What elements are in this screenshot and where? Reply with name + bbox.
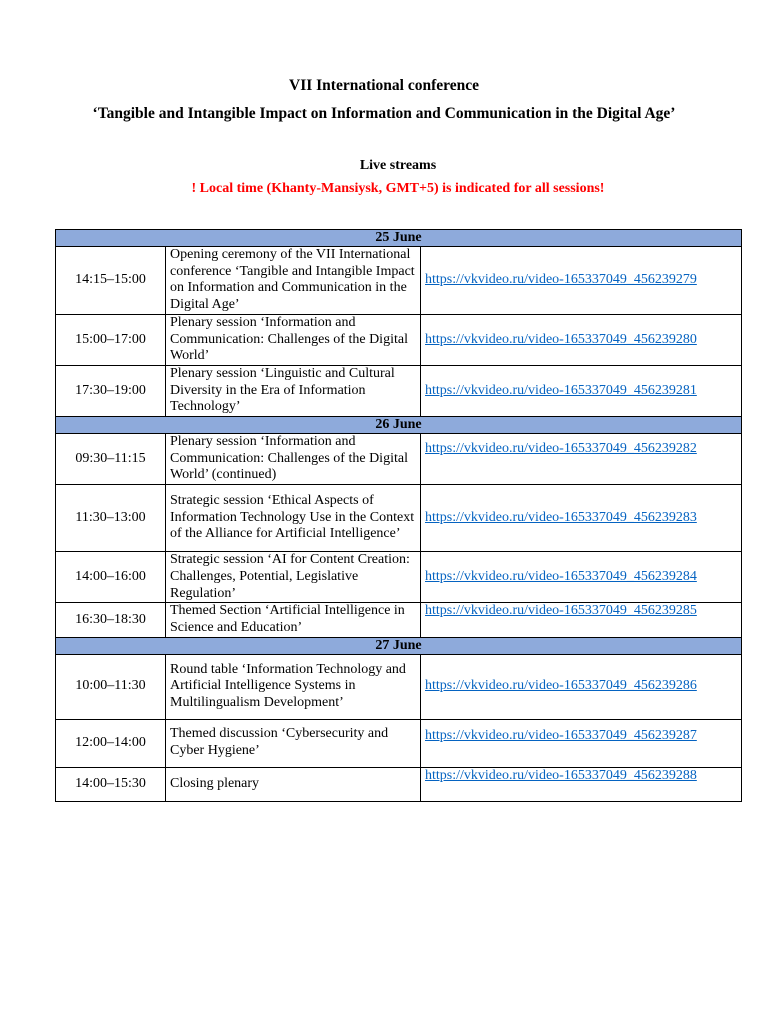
session-time: 14:15–15:00 [56, 247, 166, 315]
session-time: 12:00–14:00 [56, 719, 166, 767]
session-title: Round table ‘Information Technology and Artificial Intelligence Systems in Multilingualism Development’ [166, 654, 421, 719]
stream-link[interactable]: https://vkvideo.ru/video-165337049_456239284 [425, 568, 697, 584]
conference-title: VII International conference [289, 77, 479, 94]
session-title: Strategic session ‘AI for Content Creation: Challenges, Potential, Legislative Regulation’ [166, 552, 421, 603]
stream-link-cell [421, 767, 742, 801]
date-header: 25 June [56, 230, 742, 247]
session-time: 14:00–16:00 [56, 552, 166, 603]
table-row [56, 719, 742, 767]
stream-link-cell [421, 603, 742, 637]
stream-link[interactable]: https://vkvideo.ru/video-165337049_456239287 [425, 727, 697, 743]
stream-link[interactable]: https://vkvideo.ru/video-165337049_456239281 [425, 382, 697, 398]
table-row [56, 552, 742, 603]
date-row [56, 417, 742, 434]
session-title: Themed discussion ‘Cybersecurity and Cyber Hygiene’ [166, 719, 421, 767]
session-title: Opening ceremony of the VII International conference ‘Tangible and Intangible Impact on Information and Communication in the Digital Age’ [166, 247, 421, 315]
table-row [56, 247, 742, 315]
stream-link-cell [421, 719, 742, 767]
table-row [56, 485, 742, 552]
session-time: 16:30–18:30 [56, 603, 166, 637]
session-time: 17:30–19:00 [56, 365, 166, 416]
table-row [56, 767, 742, 801]
date-row [56, 637, 742, 654]
local-time-notice: ! Local time (Khanty-Mansiysk, GMT+5) is indicated for all sessions! [191, 181, 605, 196]
schedule-table [55, 229, 742, 802]
stream-link[interactable]: https://vkvideo.ru/video-165337049_456239288 [425, 767, 697, 783]
table-row [56, 365, 742, 416]
stream-link[interactable]: https://vkvideo.ru/video-165337049_456239282 [425, 441, 697, 457]
session-title: Plenary session ‘Linguistic and Cultural Diversity in the Era of Information Technology’ [166, 365, 421, 416]
stream-link-cell [421, 485, 742, 552]
session-time: 09:30–11:15 [56, 434, 166, 485]
table-row [56, 654, 742, 719]
date-row [56, 230, 742, 247]
session-time: 11:30–13:00 [56, 485, 166, 552]
session-time: 15:00–17:00 [56, 314, 166, 365]
session-title: Plenary session ‘Information and Communication: Challenges of the Digital World’ [166, 314, 421, 365]
stream-link[interactable]: https://vkvideo.ru/video-165337049_456239280 [425, 331, 697, 347]
date-header: 26 June [56, 417, 742, 434]
stream-link-cell [421, 654, 742, 719]
session-title: Strategic session ‘Ethical Aspects of Information Technology Use in the Context of the Alliance for Artificial Intelligence’ [166, 485, 421, 552]
session-title: Closing plenary [166, 767, 421, 801]
table-row [56, 314, 742, 365]
session-title: Themed Section ‘Artificial Intelligence in Science and Education’ [166, 603, 421, 637]
live-streams-heading: Live streams [359, 158, 437, 173]
stream-link-cell [421, 247, 742, 315]
stream-link-cell [421, 314, 742, 365]
stream-link-cell [421, 552, 742, 603]
table-row [56, 434, 742, 485]
session-title: Plenary session ‘Information and Communication: Challenges of the Digital World’ (continued) [166, 434, 421, 485]
stream-link[interactable]: https://vkvideo.ru/video-165337049_456239286 [425, 678, 697, 694]
stream-link-cell [421, 434, 742, 485]
table-row [56, 603, 742, 637]
session-time: 14:00–15:30 [56, 767, 166, 801]
conference-subtitle: ‘Tangible and Intangible Impact on Information and Communication in the Digital Age’ [92, 105, 676, 122]
stream-link[interactable]: https://vkvideo.ru/video-165337049_456239285 [425, 603, 697, 619]
stream-link-cell [421, 365, 742, 416]
session-time: 10:00–11:30 [56, 654, 166, 719]
stream-link[interactable]: https://vkvideo.ru/video-165337049_456239283 [425, 509, 697, 525]
stream-link[interactable]: https://vkvideo.ru/video-165337049_456239279 [425, 272, 697, 288]
date-header: 27 June [56, 637, 742, 654]
